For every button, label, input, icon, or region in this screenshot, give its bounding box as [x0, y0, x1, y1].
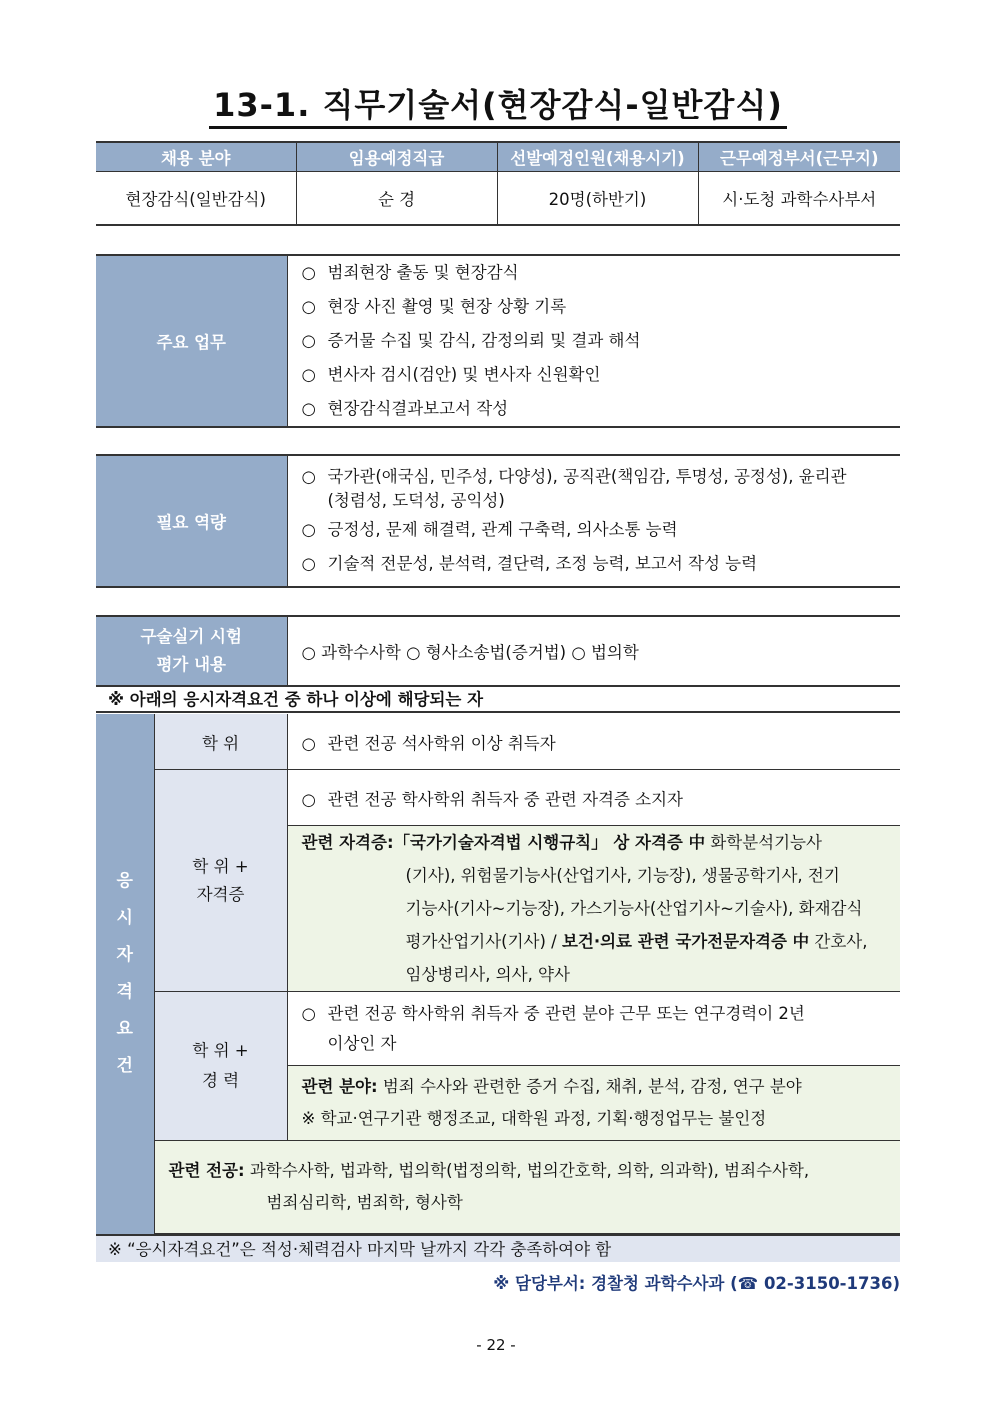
career-field: 관련 분야: 범죄 수사와 관련한 증거 수집, 채취, 분석, 감정, 연구 분야 ※ 학교·연구기관 행정조교, 대학원 과정, 기획·행정업무는 불인정 [287, 1066, 900, 1141]
recruitment-info-table [96, 141, 900, 226]
list-item: ○ 변사자 검시(검안) 및 변사자 신원확인 [301, 365, 601, 384]
list-item: ○ 현장감식결과보고서 작성 [301, 399, 509, 418]
list-item: ○ 기술적 전문성, 분석력, 결단력, 조정 능력, 보고서 작성 능력 [301, 554, 758, 573]
competencies-content [287, 455, 900, 587]
related-majors: 관련 전공: 과학수사학, 법과학, 법의학(법정의학, 법의간호학, 의학, 의과학), 범죄수사학, 범죄심리학, 범죄학, 형사학 [154, 1141, 900, 1234]
oral-test-label: 구술실기 시험 평가 내용 [96, 616, 287, 686]
degree-content: ○ 관련 전공 석사학위 이상 취득자 [287, 714, 900, 770]
value-cell: 현장감식(일반감식) [96, 172, 296, 226]
header-cell: 선발예정인원(채용시기) [497, 142, 698, 172]
list-item: ○ 현장 사진 촬영 및 현장 상황 기록 [301, 297, 567, 316]
eligibility-notice: ※ 아래의 응시자격요건 중 하나 이상에 해당되는 자 [96, 687, 900, 713]
table-row [96, 172, 900, 226]
oral-test-table [96, 615, 900, 687]
value-cell: 20명(하반기) [497, 172, 698, 226]
duties-content [287, 255, 900, 427]
list-item-continuation: (청렴성, 도덕성, 공익성) [327, 491, 505, 510]
oral-test-content: ○ 과학수사학 ○ 형사소송법(증거법) ○ 법의학 [301, 643, 639, 662]
degree-cert-label: 학 위 + 자격증 [154, 770, 287, 992]
value-cell: 순 경 [296, 172, 497, 226]
header-cell: 채용 분야 [96, 142, 296, 172]
page-number: - 22 - [476, 1336, 516, 1354]
page-title: 13-1. 직무기술서(현장감식-일반감식) [96, 80, 900, 126]
requirements-table [96, 714, 900, 1234]
table-header-row [96, 142, 900, 172]
competencies-table [96, 454, 900, 588]
duties-table [96, 254, 900, 428]
degree-career-label: 학 위 + 경 력 [154, 992, 287, 1141]
cert-list: 관련 자격증:「국가기술자격법 시행규칙」 상 자격증 中 화학분석기능사 (기사), 위험물기능사(산업기사, 기능장), 생물공학기사, 전기 기능사(기사~기능장), 가스기능사(산업기사~기술사), 화재감식 평가산업기사(기사) / 보건·의료 관련 국가전문자격증 中 간호사, 임상병리사, 의사, 약사 [287, 826, 900, 992]
list-item: ○ 범죄현장 출동 및 현장감식 [301, 263, 519, 282]
header-cell: 임용예정직급 [296, 142, 497, 172]
duties-label: 주요 업무 [96, 255, 287, 427]
degree-label: 학 위 [154, 714, 287, 770]
header-cell: 근무예정부서(근무지) [698, 142, 900, 172]
list-item: ○ 긍정성, 문제 해결력, 관계 구축력, 의사소통 능력 [301, 520, 678, 539]
degree-career-content: ○ 관련 전공 학사학위 취득자 중 관련 분야 근무 또는 연구경력이 2년 이상인 자 [287, 992, 900, 1066]
list-item: ○ 증거물 수집 및 감식, 감정의뢰 및 결과 해석 [301, 331, 641, 350]
bottom-notice: ※ “응시자격요건”은 적성·체력검사 마지막 날까지 각각 충족하여야 함 [96, 1234, 900, 1262]
competencies-label: 필요 역량 [96, 455, 287, 587]
list-item: ○ 국가관(애국심, 민주성, 다양성), 공직관(책임감, 투명성, 공정성), 윤리관 [301, 467, 847, 486]
requirements-side-label: 응 시 자 격 요 건 [96, 714, 154, 1234]
degree-cert-content: ○ 관련 전공 학사학위 취득자 중 관련 자격증 소지자 [287, 770, 900, 826]
contact-info: ※ 담당부서: 경찰청 과학수사과 (☎ 02-3150-1736) [493, 1274, 900, 1293]
value-cell: 시·도청 과학수사부서 [698, 172, 900, 226]
